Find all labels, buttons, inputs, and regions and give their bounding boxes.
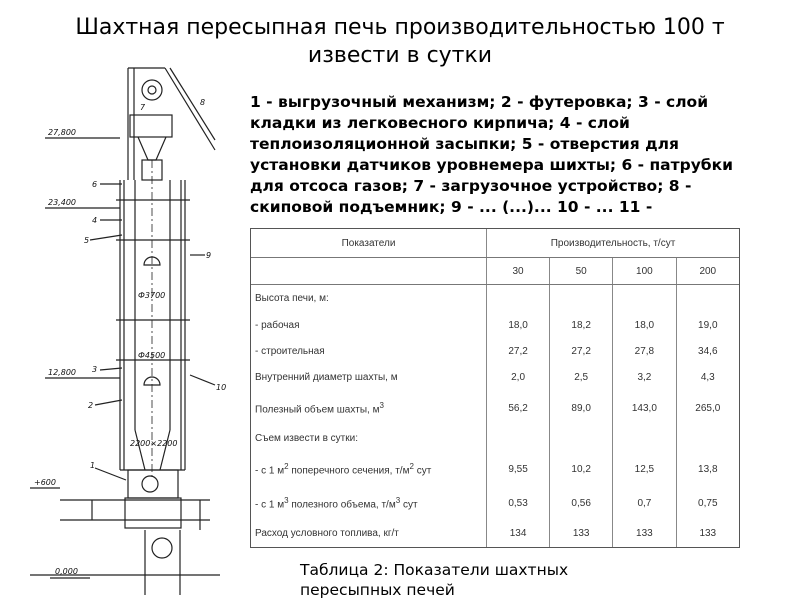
callout-number: 4	[92, 216, 98, 225]
table-row: Расход условного топлива, кг/т 134 133 133 133	[251, 521, 739, 547]
elevation-label: +600	[34, 478, 56, 487]
table-row: - с 1 $м^3$ полезного объема, $т/м^3$ сут 0,53 0,56 0,7 0,75	[251, 486, 739, 520]
header-indicators: Показатели	[251, 229, 487, 258]
diameter-label: Ф3700	[138, 291, 166, 300]
callout-number: 8	[200, 98, 206, 107]
title-line-1: Шахтная пересыпная печь производительностью 100 т	[75, 15, 725, 40]
table-row: Внутренний диаметр шахты, м 2,0 2,5 3,2 4,3	[251, 365, 739, 391]
callout-number: 6	[92, 180, 98, 189]
caption-line-1: Таблица 2: Показатели шахтных	[300, 561, 569, 579]
callout-number: 10	[216, 383, 227, 392]
capacity-header: 30	[487, 258, 550, 285]
table-row: - рабочая 18,0 18,2 18,0 19,0	[251, 312, 739, 338]
title-line-2: извести в сутки	[307, 43, 493, 68]
callout-number: 1	[90, 461, 96, 470]
table-row: - строительная 27,2 27,2 27,8 34,6	[251, 338, 739, 364]
capacity-header: 200	[676, 258, 739, 285]
table-caption	[300, 560, 660, 600]
callout-number: 5	[84, 236, 90, 245]
header-productivity: Производительность, т/сут	[487, 229, 739, 258]
table-row: Полезный объем шахты, $м^3$ 56,2 89,0 143,0 265,0	[251, 391, 739, 425]
legend-text: 1 - выгрузочный механизм; 2 - футеровка; 3 - слой кладки из легковесного кирпича; 4 - слой теплоизоляционной засыпки; 5 - отверстия для установки датчиков уровнемера шихты; 6 - патрубки для отсоса газов; 7 - загрузочное устройство; 8 - скиповой подъемник; 9 - ... (...)... 10 - ... 11 -	[250, 93, 734, 216]
table-row: - с 1 $м^2$ поперечного сечения, $т/м^2$ сут 9,55 10,2 12,5 13,8	[251, 452, 739, 486]
elevation-label: 0,000	[55, 567, 78, 576]
kiln-drawing	[0, 60, 250, 600]
callout-number: 9	[206, 251, 212, 260]
capacity-header: 50	[550, 258, 613, 285]
callout-number: 2	[88, 401, 94, 410]
diameter-label: Ф4500	[138, 351, 166, 360]
elevation-label: 27,800	[48, 128, 76, 137]
caption-line-2: пересыпных печей	[300, 581, 455, 599]
table-row: Высота печи, м:	[251, 285, 739, 313]
elevation-label: 23,400	[48, 198, 76, 207]
callout-number: 3	[92, 365, 98, 374]
callout-number: 7	[140, 103, 146, 112]
elevation-label: 12,800	[48, 368, 76, 377]
capacity-header: 100	[613, 258, 676, 285]
diameter-label: 2200×2200	[130, 439, 178, 448]
indicators-table	[250, 228, 740, 548]
table-row: Съем извести в сутки:	[251, 425, 739, 451]
